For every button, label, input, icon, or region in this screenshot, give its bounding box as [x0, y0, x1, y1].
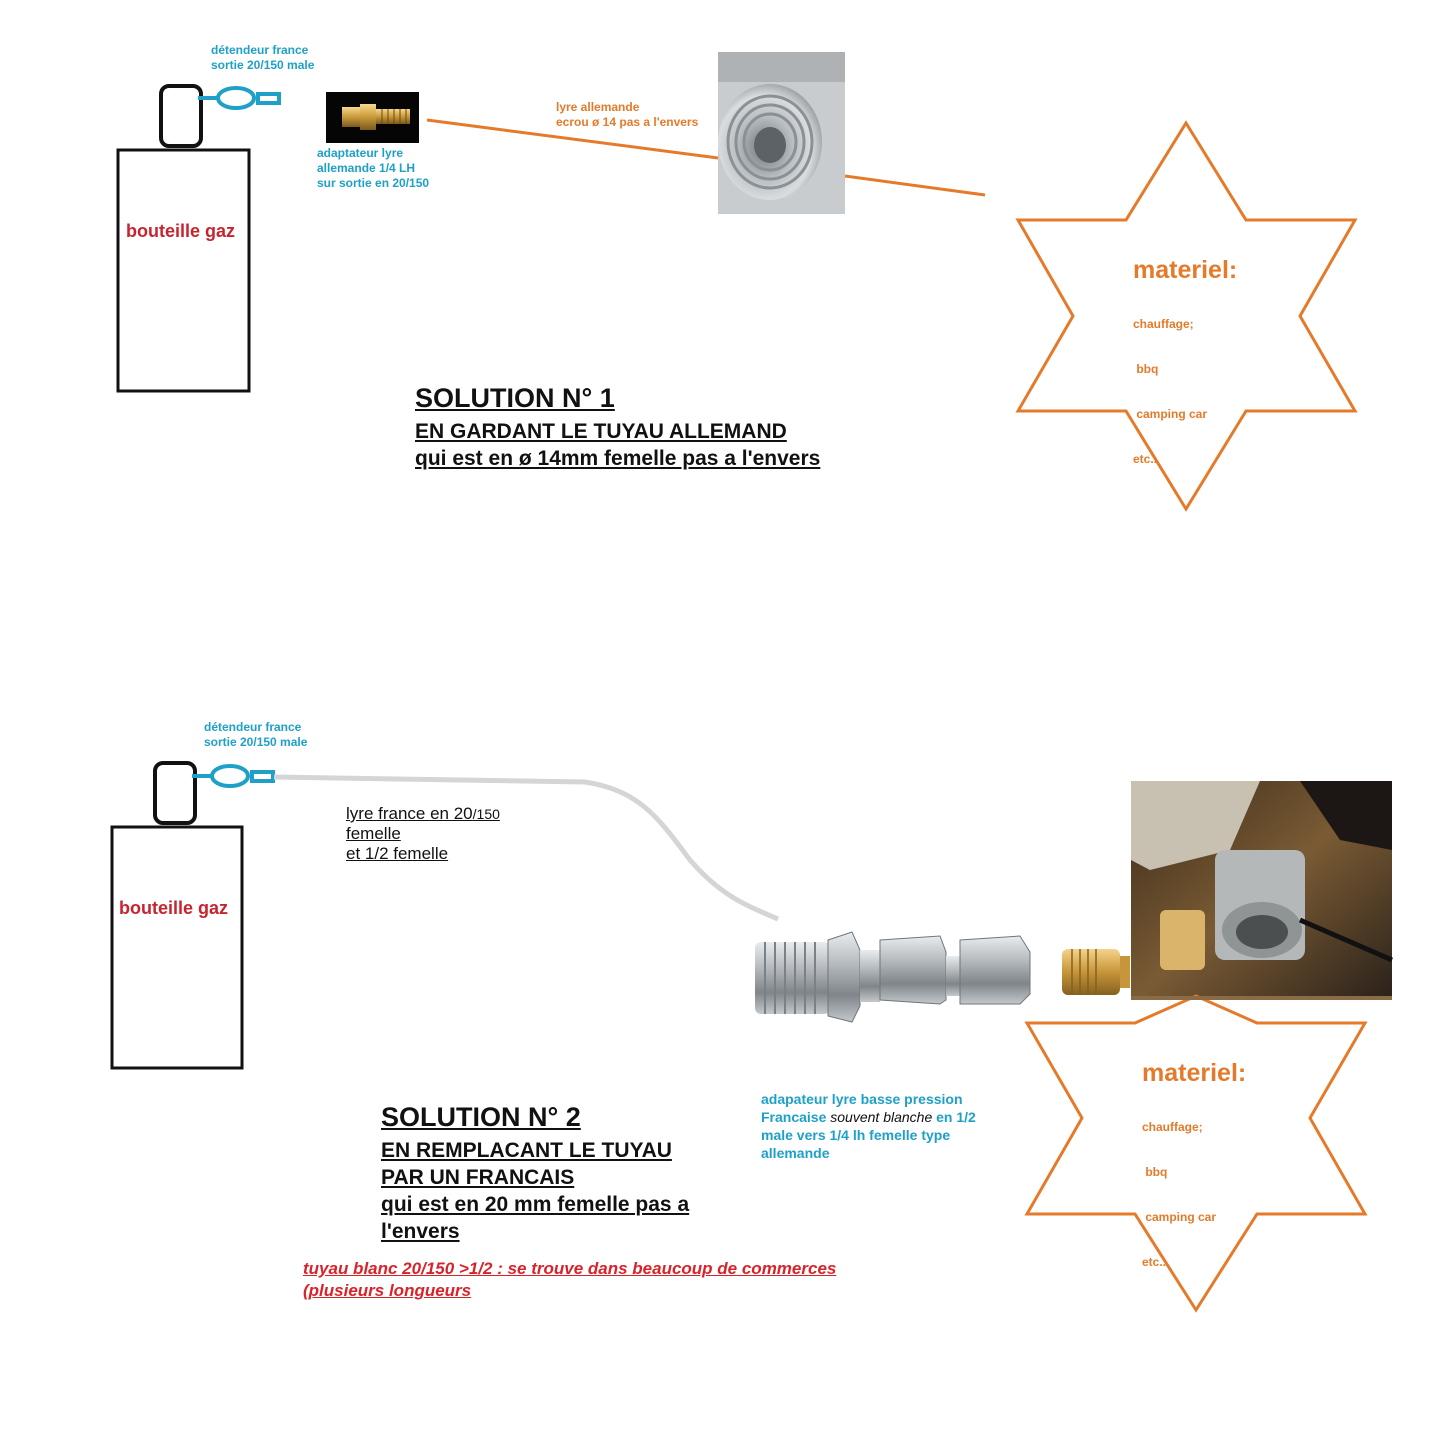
- solution1-subheading: EN GARDANT LE TUYAU ALLEMAND qui est en ø 14mm femelle pas a l'envers: [415, 420, 821, 470]
- solution2-subheading: EN REMPLACANT LE TUYAU PAR UN FRANCAIS qui est en 20 mm femelle pas a l'envers: [381, 1139, 690, 1243]
- german-hose-label: lyre allemande ecrou ø 14 pas a l'envers: [556, 100, 699, 129]
- gas-bottle-body: [118, 150, 249, 391]
- gas-bottle-body-2: [112, 827, 242, 1068]
- bottle-label-2: bouteille gaz: [119, 898, 229, 918]
- regulator-label-1: détendeur france sortie 20/150 male: [211, 43, 315, 72]
- brass-nipple-photo: [1062, 949, 1130, 995]
- material-list-1: chauffage; bbq camping car etc..: [1133, 317, 1208, 466]
- gas-bottle-valve-2: [155, 763, 195, 823]
- french-hose-label: lyre france en 20/150 femelle et 1/2 femelle: [346, 804, 500, 863]
- material-title-1: materiel:: [1133, 256, 1238, 284]
- regulator-icon: [198, 88, 279, 108]
- solution2-heading: SOLUTION N° 2: [381, 1102, 581, 1132]
- material-list-2: chauffage; bbq camping car etc..: [1142, 1120, 1217, 1269]
- adapter-label-2: adapateur lyre basse pression Francaise souvent blanche en 1/2 male vers 1/4 lh femelle type allemande: [761, 1091, 976, 1161]
- gas-bottle-valve: [161, 86, 201, 146]
- german-hose-line-b: [845, 176, 985, 195]
- footnote: tuyau blanc 20/150 >1/2 : se trouve dans beaucoup de commerces (plusieurs longueurs: [303, 1259, 837, 1300]
- regulator-label-2: détendeur france sortie 20/150 male: [204, 720, 308, 749]
- appliance-inlet-photo: [1131, 781, 1392, 1000]
- solution1-heading: SOLUTION N° 1: [415, 383, 615, 413]
- regulator-icon-2: [192, 766, 273, 786]
- french-adapter-photo: [755, 932, 1030, 1022]
- german-nut-photo: [718, 52, 845, 214]
- solution1-graphics: [0, 0, 1445, 620]
- adapter-label-1: adaptateur lyre allemande 1/4 LH sur sortie en 20/150: [317, 146, 430, 190]
- material-title-2: materiel:: [1142, 1059, 1247, 1087]
- german-adapter-photo: [326, 92, 419, 143]
- bottle-label-1: bouteille gaz: [126, 221, 236, 241]
